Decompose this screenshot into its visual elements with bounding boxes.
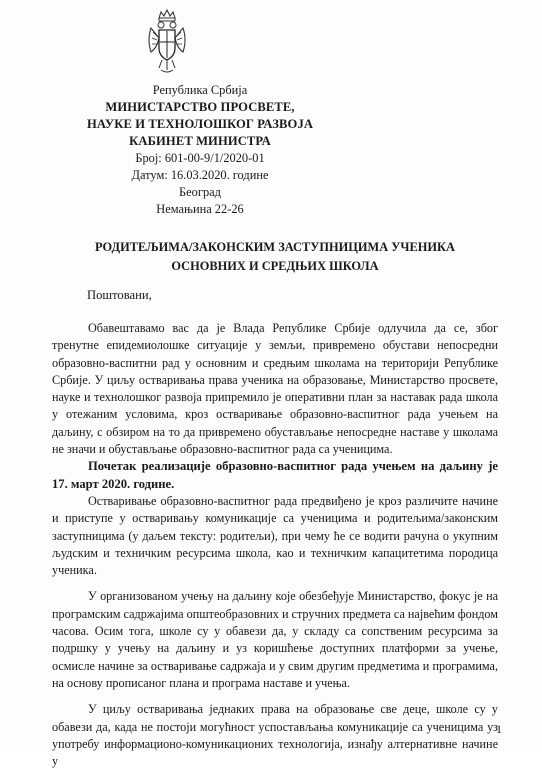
republic-name: Република Србија <box>152 83 248 97</box>
document-number: Број: 601-00-9/1/2020-01 <box>135 151 265 165</box>
title-line2: ОСНОВНИХ И СРЕДЊИХ ШКОЛА <box>171 259 379 273</box>
title-line1: РОДИТЕЉИМА/ЗАКОНСКИМ ЗАСТУПНИЦИМА УЧЕНИКА <box>95 240 455 254</box>
letter-body <box>52 320 498 770</box>
address: Немањина 22-26 <box>156 202 244 216</box>
letterhead <box>60 82 340 218</box>
ministry-name-line2: НАУКЕ И ТЕХНОЛОШКОГ РАЗВОЈА <box>86 117 314 131</box>
ministry-name-line1: МИНИСТАРСТВО ПРОСВЕТЕ, <box>105 100 295 114</box>
city: Београд <box>179 185 221 199</box>
paragraph: У циљу остваривања једнаких права на образовање све деце, школе су у обавези да, када не постоји могућност успостављања комуникације са ученицима уз употребу информационо-комуникационих технологија, изнађу алтернативне начине у <box>52 702 498 769</box>
salutation: Поштовани, <box>87 288 152 302</box>
coat-of-arms-icon <box>145 8 189 78</box>
paragraph: Обавештавамо вас да је Влада Републике Србије одлучила да се, због тренутне епидемиолошке ситуације у земљи, привремено обустави непосредни образовно-васпитни рад у основним и средњим школама на територији Републике Србије. У циљу остваривања права ученика на образовање, Министарство просвете, науке и технолошког развоја припремило је оперативни план за наставак рада школа у отежаним условима, кроз остваривање образовно-васпитног рада учењем на даљину, с обзиром на то да привремено обустављање непосредне наставе у школама не значи и обустављање образовно-васпитног рада са ученицима. <box>52 321 498 457</box>
paragraph-start-date: Почетак реализације образовно-васпитног рада учењем на даљину је 17. март 2020. године. <box>52 459 498 491</box>
paragraph: У организованом учењу на даљину које обезбеђује Министарство, фокус је на програмским садржајима општеобразовних и стручних предмета са највећим фондом часова. Осим тога, школе су у обавези да, у складу са сопственим ресурсима за подршку у учењу на даљину и уз коришћење доступних платформи за учење, осмисле начине за остваривање садржаја и у свим другим предметима и програмима, на основу прописаног плана и програма наставе и учења. <box>52 589 498 690</box>
cabinet-name: КАБИНЕТ МИНИСТРА <box>129 134 271 148</box>
page-number: 1 <box>496 722 502 736</box>
document-date: Датум: 16.03.2020. године <box>131 168 269 182</box>
document-title <box>40 238 510 276</box>
paragraph: Остваривање образовно-васпитног рада предвиђено је кроз различите начине и приступе у остваривању комуникације са ученицима и родитељима/законским заступницима (у даљем тексту: родитељи), при чему ће се водити рачуна о укупним људским и техничким ресурсима школа, као и техничким капацитетима породица ученика. <box>52 493 498 578</box>
